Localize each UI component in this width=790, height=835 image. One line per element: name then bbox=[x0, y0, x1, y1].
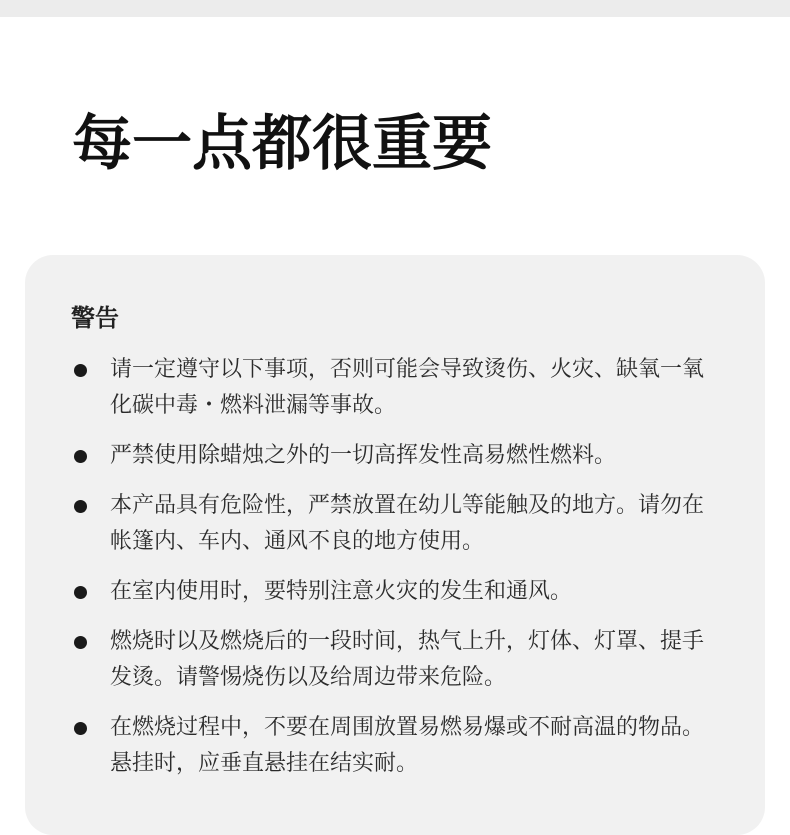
warning-item-text: 本产品具有危险性，严禁放置在幼儿等能触及的地方。请勿在帐篷内、车内、通风不良的地方使用。 bbox=[110, 493, 705, 554]
warning-item-text: 燃烧时以及燃烧后的一段时间，热气上升，灯体、灯罩、提手发烫。请警惕烧伤以及给周边带来危险。 bbox=[110, 629, 705, 690]
warning-item-4 bbox=[71, 574, 721, 610]
warning-item-text: 严禁使用除蜡烛之外的一切高挥发性高易燃性燃料。 bbox=[110, 443, 617, 468]
warning-item-3 bbox=[71, 488, 721, 560]
warning-item-1 bbox=[71, 352, 721, 424]
warning-item-5 bbox=[71, 624, 721, 696]
warning-item-text: 在室内使用时，要特别注意火灾的发生和通风。 bbox=[110, 579, 573, 604]
warning-heading: 警告 bbox=[71, 304, 119, 332]
warning-card bbox=[25, 255, 765, 835]
page-title: 每一点都很重要 bbox=[72, 109, 492, 179]
warning-item-6 bbox=[71, 710, 721, 782]
warning-item-2 bbox=[71, 438, 721, 474]
bullet-dot-icon bbox=[74, 450, 87, 463]
bullet-dot-icon bbox=[74, 636, 87, 649]
bullet-dot-icon bbox=[74, 500, 87, 513]
bullet-dot-icon bbox=[74, 586, 87, 599]
bullet-dot-icon bbox=[74, 722, 87, 735]
top-divider-strip bbox=[0, 0, 790, 17]
warning-item-text: 请一定遵守以下事项，否则可能会导致烫伤、火灾、缺氧一氧化碳中毒・燃料泄漏等事故。 bbox=[110, 357, 705, 418]
warning-list bbox=[71, 352, 721, 796]
bullet-dot-icon bbox=[74, 364, 87, 377]
warning-item-text: 在燃烧过程中，不要在周围放置易燃易爆或不耐高温的物品。悬挂时，应垂直悬挂在结实耐。 bbox=[110, 715, 705, 776]
